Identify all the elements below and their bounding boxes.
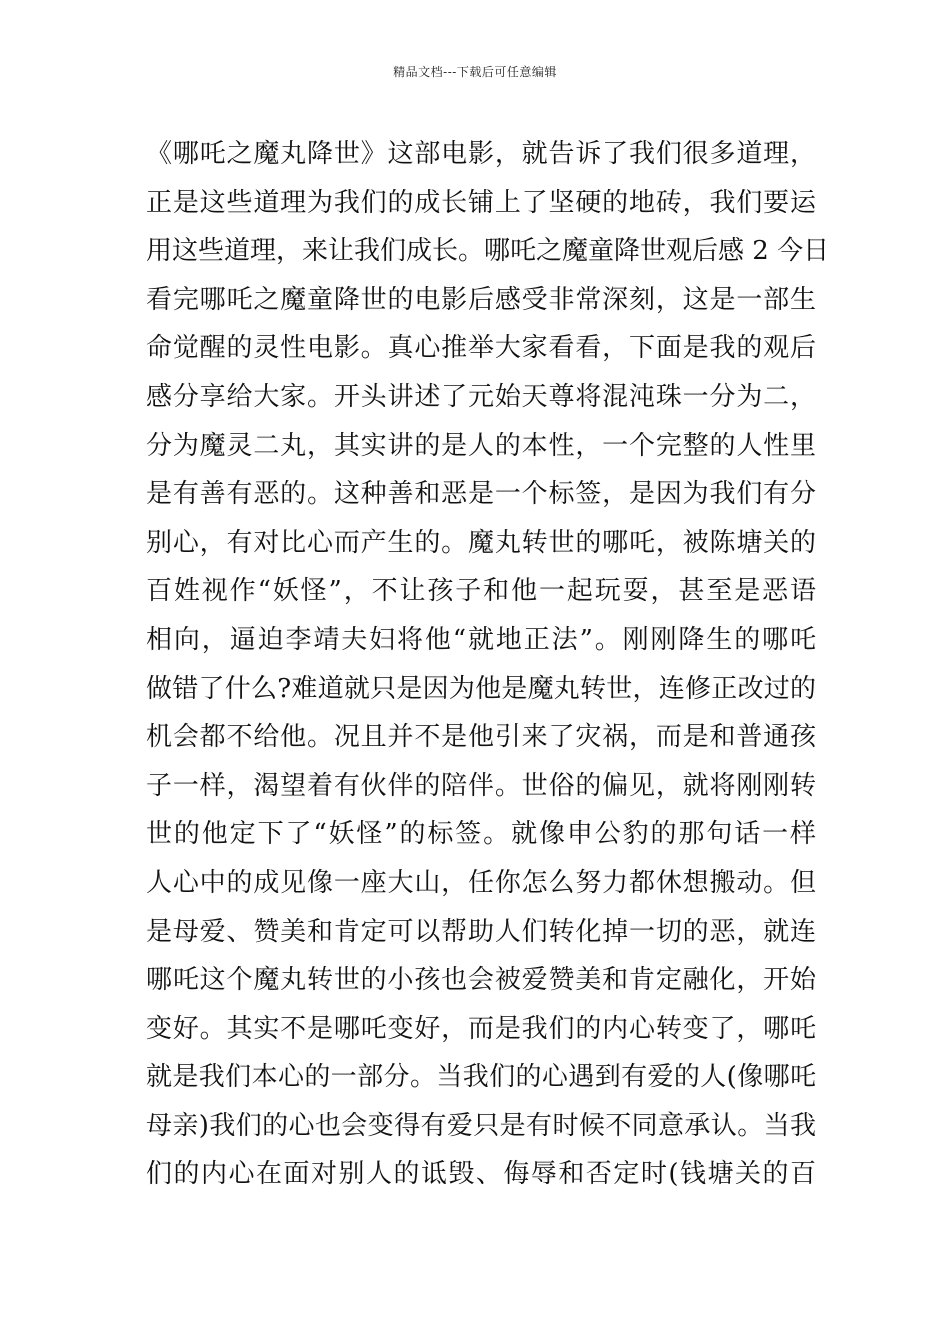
body-line-4: 看完哪吒之魔童降世的电影后感受非常深刻，这是一部生	[146, 284, 816, 315]
body-line-8: 是有善有恶的。这种善和恶是一个标签，是因为我们有分	[146, 479, 816, 510]
body-line-1: 《哪吒之魔丸降世》这部电影，就告诉了我们很多道理，	[146, 139, 816, 169]
body-line-21: 母亲)我们的心也会变得有爱只是有时候不同意承认。当我	[146, 1110, 816, 1141]
body-line-15: 世的他定下了“妖怪”的标签。就像申公豹的那句话一样	[146, 819, 816, 850]
body-paragraph	[146, 130, 830, 1199]
body-line-9: 别心，有对比心而产生的。魔丸转世的哪吒，被陈塘关的	[146, 527, 816, 558]
body-line-7: 分为魔灵二丸，其实讲的是人的本性，一个完整的人性里	[146, 430, 816, 461]
body-line-12: 做错了什么?难道就只是因为他是魔丸转世，连修正改过的	[146, 673, 816, 704]
body-line-13: 机会都不给他。况且并不是他引来了灾祸，而是和普通孩	[146, 722, 816, 753]
body-line-5: 命觉醒的灵性电影。真心推举大家看看，下面是我的观后	[146, 333, 816, 364]
body-line-14: 子一样，渴望着有伙伴的陪伴。世俗的偏见，就将刚刚转	[146, 770, 816, 801]
body-line-18: 哪吒这个魔丸转世的小孩也会被爱赞美和肯定融化，开始	[146, 965, 816, 996]
body-line-19: 变好。其实不是哪吒变好，而是我们的内心转变了，哪吒	[146, 1013, 816, 1044]
page-header: 精品文档---下载后可任意编辑	[393, 65, 557, 79]
body-line-16: 人心中的成见像一座大山，任你怎么努力都休想搬动。但	[146, 867, 816, 898]
body-line-3: 用这些道理，来让我们成长。哪吒之魔童降世观后感 2 今日	[146, 236, 830, 267]
body-line-11: 相向，逼迫李靖夫妇将他“就地正法”。刚刚降生的哪吒	[146, 624, 816, 655]
body-line-20: 就是我们本心的一部分。当我们的心遇到有爱的人(像哪吒	[146, 1062, 816, 1093]
body-line-6: 感分享给大家。开头讲述了元始天尊将混沌珠一分为二，	[146, 381, 816, 412]
body-line-22: 们的内心在面对别人的诋毁、侮辱和否定时(钱塘关的百	[146, 1159, 816, 1190]
body-line-17: 是母爱、赞美和肯定可以帮助人们转化掉一切的恶，就连	[146, 916, 816, 947]
body-line-10: 百姓视作“妖怪”，不让孩子和他一起玩耍，甚至是恶语	[146, 576, 816, 607]
body-line-2: 正是这些道理为我们的成长铺上了坚硬的地砖，我们要运	[146, 187, 816, 218]
